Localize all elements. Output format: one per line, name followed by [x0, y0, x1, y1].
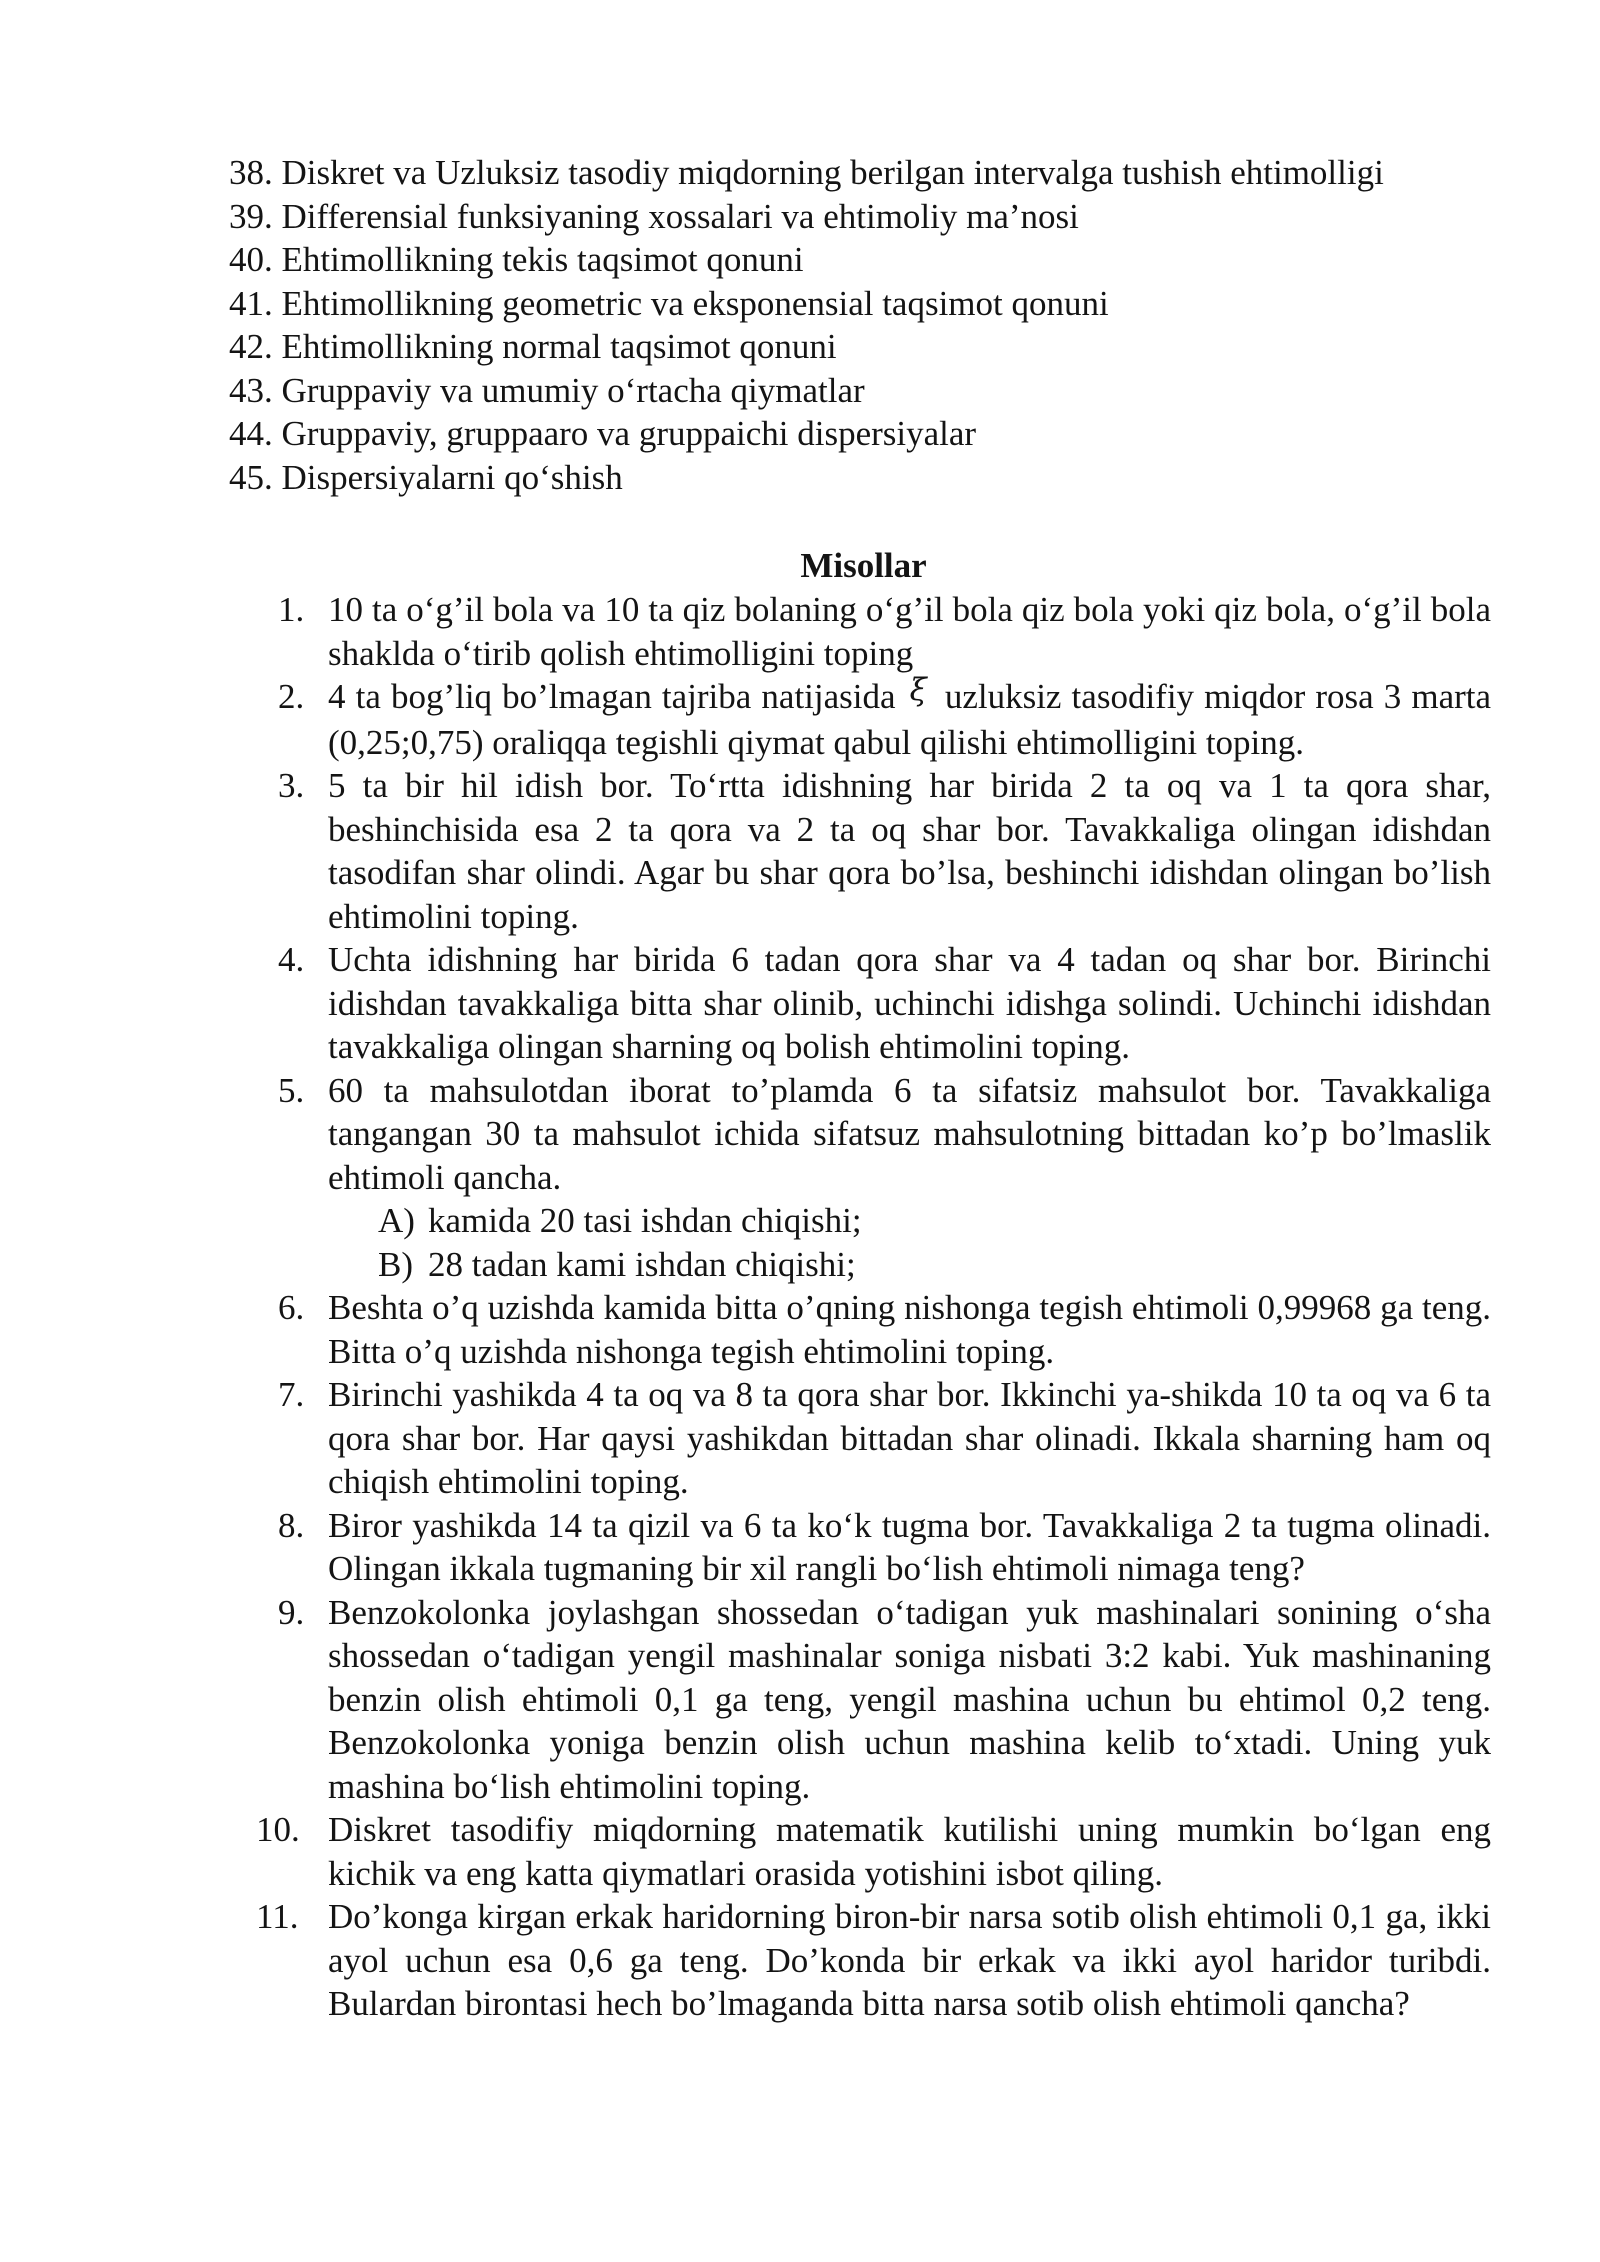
example-number: 10. — [256, 1810, 300, 1849]
sub-label: B) — [378, 1244, 413, 1284]
example-number: 7. — [278, 1375, 305, 1414]
example-item — [278, 1504, 1491, 1591]
example-text: Benzokolonka joylashgan shossedan o‘tadigan yuk mashinalari sonining o‘sha shossedan o‘tadigan yengil mashinalar soniga nisbati 3:2 kabi. Yuk mashinaning benzin olish ehtimoli 0,1 ga teng, yengil mashina uchun bu ehtimol 0,2 teng. Benzokolonka yoniga benzin olish uchun mashina kelib to‘xtadi. Uning yuk mashina bo‘lish ehtimolini toping. — [328, 1592, 1491, 1806]
example-item — [278, 938, 1491, 1069]
example-number: 4. — [278, 940, 305, 979]
example-text: 60 ta mahsulotdan iborat to’plamda 6 ta sifatsiz mahsulot bor. Tavakkaliga tangangan 30 ta mahsulot ichida sifatsuz mahsulotning bittadan ko’p bo’lmaslik ehtimoli qancha. — [328, 1070, 1491, 1197]
example-number: 6. — [278, 1288, 305, 1327]
topic-item: 39. Differensial funksiyaning xossalari va ehtimoliy ma’nosi — [229, 196, 1079, 236]
example-item — [278, 1286, 1491, 1373]
example-number: 8. — [278, 1505, 305, 1545]
example-item — [278, 672, 1492, 764]
section-heading: Misollar — [800, 546, 927, 585]
example-number: 1. — [278, 590, 305, 629]
example-item — [278, 588, 1491, 675]
example-text: Birinchi yashikda 4 ta oq va 8 ta qora shar bor. Ikkinchi ya-shikda 10 ta oq va 6 ta qora shar bor. Har qaysi yashikdan bittadan shar olinadi. Ikkala sharning ham oq chiqish ehtimolini toping. — [328, 1375, 1491, 1501]
example-item — [278, 1069, 1491, 1287]
example-text: 5 ta bir hil idish bor. To‘rtta idishning har birida 2 ta oq va 1 ta qora shar, beshinchisida esa 2 ta qora va 2 ta oq shar bor. Tavakkaliga olingan idishdan tasodifan shar olindi. Agar bu shar qora bo’lsa, beshinchi idishdan olingan bo’lish ehtimolini toping. — [328, 766, 1491, 936]
topic-item: 45. Dispersiyalarni qo‘shish — [229, 457, 623, 497]
sub-text: kamida 20 tasi ishdan chiqishi; — [428, 1201, 862, 1240]
example-item — [278, 1591, 1491, 1809]
example-item — [256, 1808, 1491, 1895]
example-text: 10 ta o‘g’il bola va 10 ta qiz bolaning o‘g’il bola qiz bola yoki qiz bola, o‘g’il bola shaklda o‘tirib qolish ehtimolligini toping — [328, 590, 1491, 673]
example-text: Do’konga kirgan erkak haridorning biron-bir narsa sotib olish ehtimoli 0,1 ga, ikki ayol uchun esa 0,6 ga teng. Do’konda bir erkak va ikki ayol haridor turibdi. Bulardan birontasi hech bo’lmaganda bitta narsa sotib olish ehtimoli qancha? — [328, 1897, 1491, 2023]
example-number: 9. — [278, 1592, 305, 1632]
sub-text: 28 tadan kami ishdan chiqishi; — [428, 1244, 856, 1284]
example-number: 2. — [278, 677, 305, 716]
topic-item: 42. Ehtimollikning normal taqsimot qonuni — [229, 327, 837, 366]
topic-item: 40. Ehtimollikning tekis taqsimot qonuni — [229, 240, 804, 279]
topic-item: 43. Gruppaviy va umumiy o‘rtacha qiymatlar — [229, 370, 865, 410]
example-number: 3. — [278, 766, 305, 805]
example-text: Diskret tasodifiy miqdorning matematik kutilishi uning mumkin bo‘lgan eng kichik va eng katta qiymatlari orasida yotishini isbot qiling. — [328, 1810, 1491, 1893]
example-text: 4 ta bog’liq bo’lmagan tajriba natijasida — [328, 677, 896, 716]
example-number: 5. — [278, 1070, 305, 1110]
topic-item: 44. Gruppaviy, gruppaaro va gruppaichi dispersiyalar — [229, 414, 977, 453]
example-list — [256, 588, 1492, 2026]
sub-list — [328, 1199, 1491, 1286]
topic-list — [229, 151, 1499, 499]
example-item — [256, 1895, 1491, 2026]
example-text: uzluksiz tasodifiy miqdor rosa 3 marta (0,25;0,75) oraliqqa tegishli qiymat qabul qilishi ehtimolligini toping. — [328, 677, 1492, 762]
example-item — [278, 1373, 1491, 1504]
example-text: Biror yashikda 14 ta qizil va 6 ta ko‘k tugma bor. Tavakkaliga 2 ta tugma olinadi. Olingan ikkala tugmaning bir xil rangli bo‘lish ehtimoli nimaga teng? — [328, 1505, 1491, 1588]
sub-item — [378, 1243, 1491, 1287]
example-text: Uchta idishning har birida 6 tadan qora shar va 4 tadan oq shar bor. Birinchi idishdan tavakkaliga bitta shar olinib, uchinchi idishga solindi. Uchinchi idishdan tavakkaliga olingan sharning oq bolish ehtimolini toping. — [328, 940, 1491, 1066]
sub-label: A) — [378, 1201, 415, 1240]
example-text: Beshta o’q uzishda kamida bitta o’qning nishonga tegish ehtimoli 0,99968 ga teng. Bitta o’q uzishda nishonga tegish ehtimolini toping. — [328, 1288, 1491, 1371]
sub-item — [378, 1199, 1491, 1243]
topic-item: 38. Diskret va Uzluksiz tasodiy miqdorning berilgan intervalga tushish ehtimolligi — [229, 153, 1384, 192]
topic-item: 41. Ehtimollikning geometric va eksponensial taqsimot qonuni — [229, 283, 1109, 323]
example-number: 11. — [256, 1897, 299, 1936]
example-item — [278, 764, 1491, 938]
xi-symbol: ξ — [909, 672, 927, 708]
